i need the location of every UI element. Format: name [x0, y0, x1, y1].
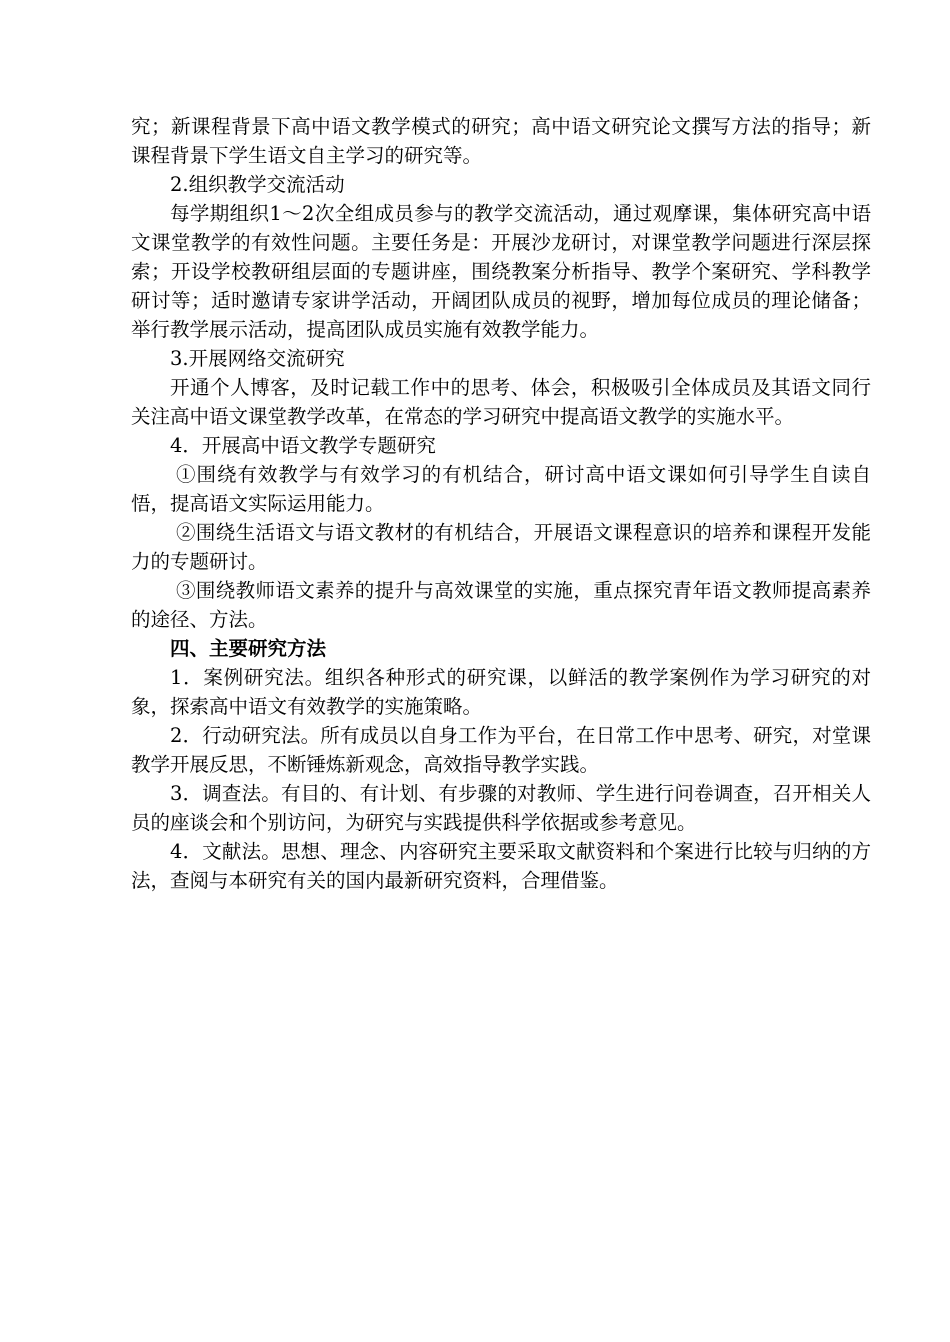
method-survey: 3．调查法。有目的、有计划、有步骤的对教师、学生进行问卷调查，召开相关人员的座谈会和个别访问，为研究与实践提供科学依据或参考意见。 — [131, 782, 871, 834]
method-action-research: 2．行动研究法。所有成员以自身工作为平台，在日常工作中思考、研究，对堂课教学开展反思，不断锤炼新观念，高效指导教学实践。 — [131, 724, 871, 776]
method-literature: 4．文献法。思想、理念、内容研究主要采取文献资料和个案进行比较与归纳的方法，查阅与本研究有关的国内最新研究资料，合理借鉴。 — [131, 840, 871, 892]
paragraph-exchange-activities: 每学期组织1～2次全组成员参与的教学交流活动，通过观摩课，集体研究高中语文课堂教学的有效性问题。主要任务是：开展沙龙研讨，对课堂教学问题进行深层探索；开设学校教研组层面的专题讲座，围绕教案分析指导、教学个案研究、学科教学研讨等；适时邀请专家讲学活动，开阔团队成员的视野，增加每位成员的理论储备；举行教学展示活动，提高团队成员实施有效教学能力。 — [131, 202, 871, 341]
document-body — [131, 112, 871, 895]
paragraph-online-research: 开通个人博客，及时记载工作中的思考、体会，积极吸引全体成员及其语文同行关注高中语文课堂教学改革，在常态的学习研究中提高语文教学的实施水平。 — [131, 376, 871, 428]
list-item-topic-2: ②围绕生活语文与语文教材的有机结合，开展语文课程意识的培养和课程开发能力的专题研讨。 — [131, 521, 871, 573]
list-item-topic-3: ③围绕教师语文素养的提升与高效课堂的实施，重点探究青年语文教师提高素养的途径、方法。 — [131, 579, 871, 631]
list-item-topic-1: ①围绕有效教学与有效学习的有机结合，研讨高中语文课如何引导学生自读自悟，提高语文实际运用能力。 — [131, 463, 871, 515]
method-case-study: 1．案例研究法。组织各种形式的研究课，以鲜活的教学案例作为学习研究的对象，探索高中语文有效教学的实施策略。 — [131, 666, 871, 718]
section-heading-methods: 四、主要研究方法 — [170, 637, 327, 660]
paragraph-continuation: 究；新课程背景下高中语文教学模式的研究；高中语文研究论文撰写方法的指导；新课程背景下学生语文自主学习的研究等。 — [131, 115, 871, 167]
heading-topic-research: 4．开展高中语文教学专题研究 — [170, 434, 436, 457]
heading-exchange-activities: 2.组织教学交流活动 — [170, 173, 345, 196]
heading-online-research: 3.开展网络交流研究 — [170, 347, 345, 370]
